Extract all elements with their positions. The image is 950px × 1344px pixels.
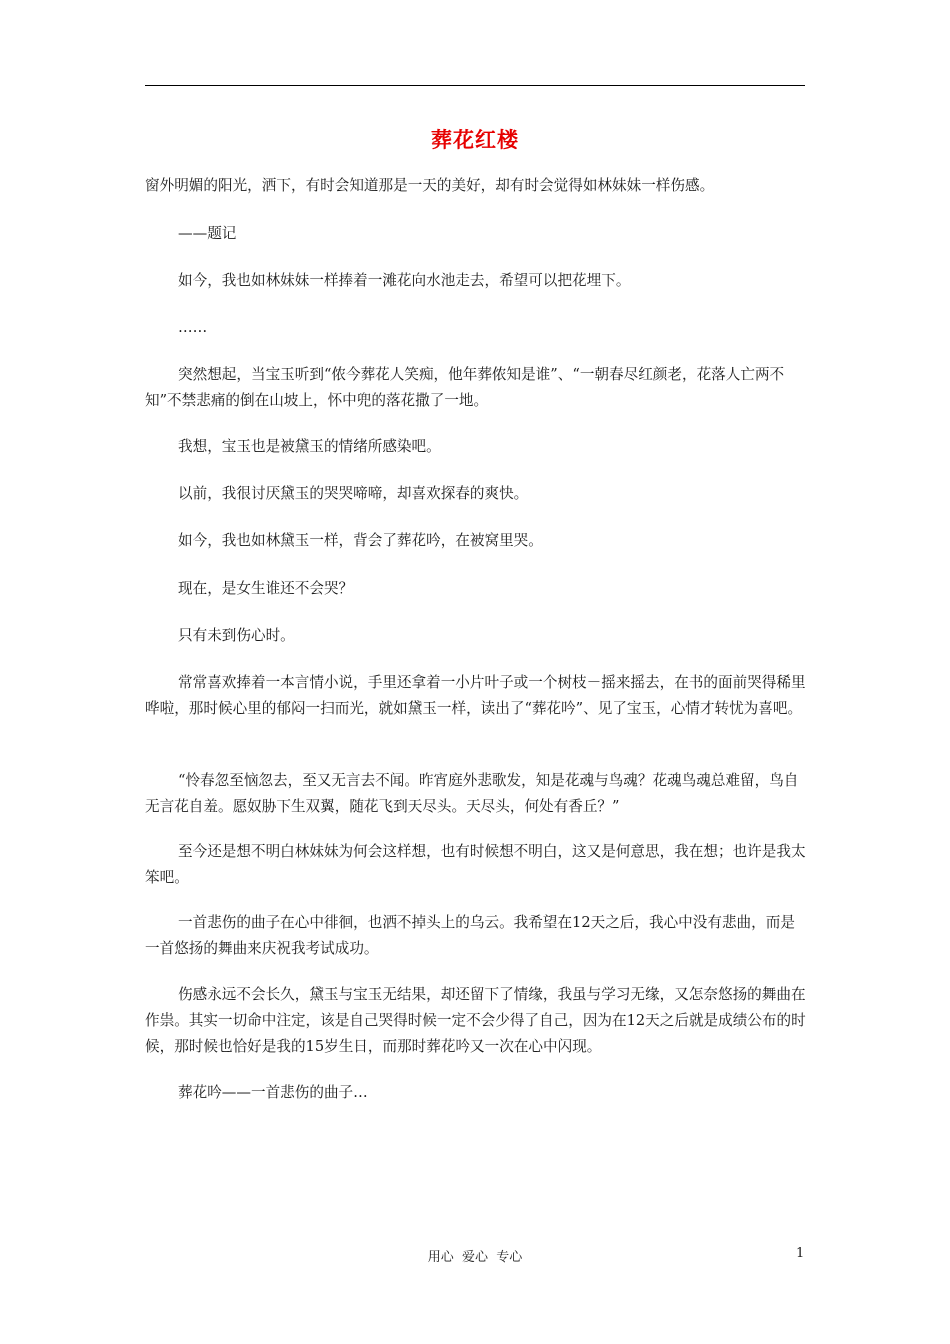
paragraph: 如今，我也如林黛玉一样，背会了葬花吟，在被窝里哭。 <box>178 532 543 549</box>
paragraph-epigraph-attribution: ——题记 <box>178 225 237 242</box>
paragraph-closing: 葬花吟——一首悲伤的曲子… <box>178 1084 368 1101</box>
header-rule <box>145 85 805 86</box>
paragraph: 一首悲伤的曲子在心中徘徊，也洒不掉头上的乌云。我希望在12天之后，我心中没有悲曲，而是一首悠扬的舞曲来庆祝我考试成功。 <box>145 914 795 957</box>
paragraph: 如今，我也如林妹妹一样捧着一滩花向水池走去，希望可以把花埋下。 <box>178 272 631 289</box>
paragraph: 我想，宝玉也是被黛玉的情绪所感染吧。 <box>178 438 441 455</box>
page-number: 1 <box>796 1246 805 1261</box>
paragraph: 常常喜欢捧着一本言情小说，手里还拿着一小片叶子或一个树枝－摇来摇去，在书的面前哭得稀里哗啦，那时候心里的郁闷一扫而光，就如黛玉一样，读出了“葬花吟”、见了宝玉，心情才转忧为喜吧。 <box>145 674 806 717</box>
paragraph-ellipsis: …… <box>178 319 208 336</box>
paragraph: 以前，我很讨厌黛玉的哭哭啼啼，却喜欢探春的爽快。 <box>178 485 529 502</box>
paragraph: 至今还是想不明白林妹妹为何会这样想，也有时候想不明白，这又是何意思，我在想；也许是我太笨吧。 <box>145 843 806 886</box>
paragraph-intro: 窗外明媚的阳光，洒下，有时会知道那是一天的美好，却有时会觉得如林妹妹一样伤感。 <box>145 177 715 194</box>
paragraph: 现在，是女生谁还不会哭？ <box>178 580 354 597</box>
footer-motto: 用心 爱心 专心 <box>427 1250 523 1265</box>
document-title: 葬花红楼 <box>431 127 519 152</box>
paragraph: 突然想起，当宝玉听到“侬今葬花人笑痴，他年葬侬知是谁”、“一朝春尽红颜老，花落人亡两不知”不禁悲痛的倒在山坡上，怀中兜的落花撒了一地。 <box>145 366 785 409</box>
paragraph-poem-quote: “怜春忽至恼忽去，至又无言去不闻。昨宵庭外悲歌发，知是花魂与鸟魂？花魂鸟魂总难留，鸟自无言花自羞。愿奴胁下生双翼，随花飞到天尽头。天尽头，何处有香丘？” <box>145 772 799 815</box>
paragraph: 伤感永远不会长久，黛玉与宝玉无结果，却还留下了情缘，我虽与学习无缘，又怎奈悠扬的舞曲在作祟。其实一切命中注定，该是自己哭得时候一定不会少得了自己，因为在12天之后就是成绩公布的时候，那时候也恰好是我的15岁生日，而那时葬花吟又一次在心中闪现。 <box>145 986 806 1055</box>
paragraph: 只有未到伤心时。 <box>178 627 295 644</box>
